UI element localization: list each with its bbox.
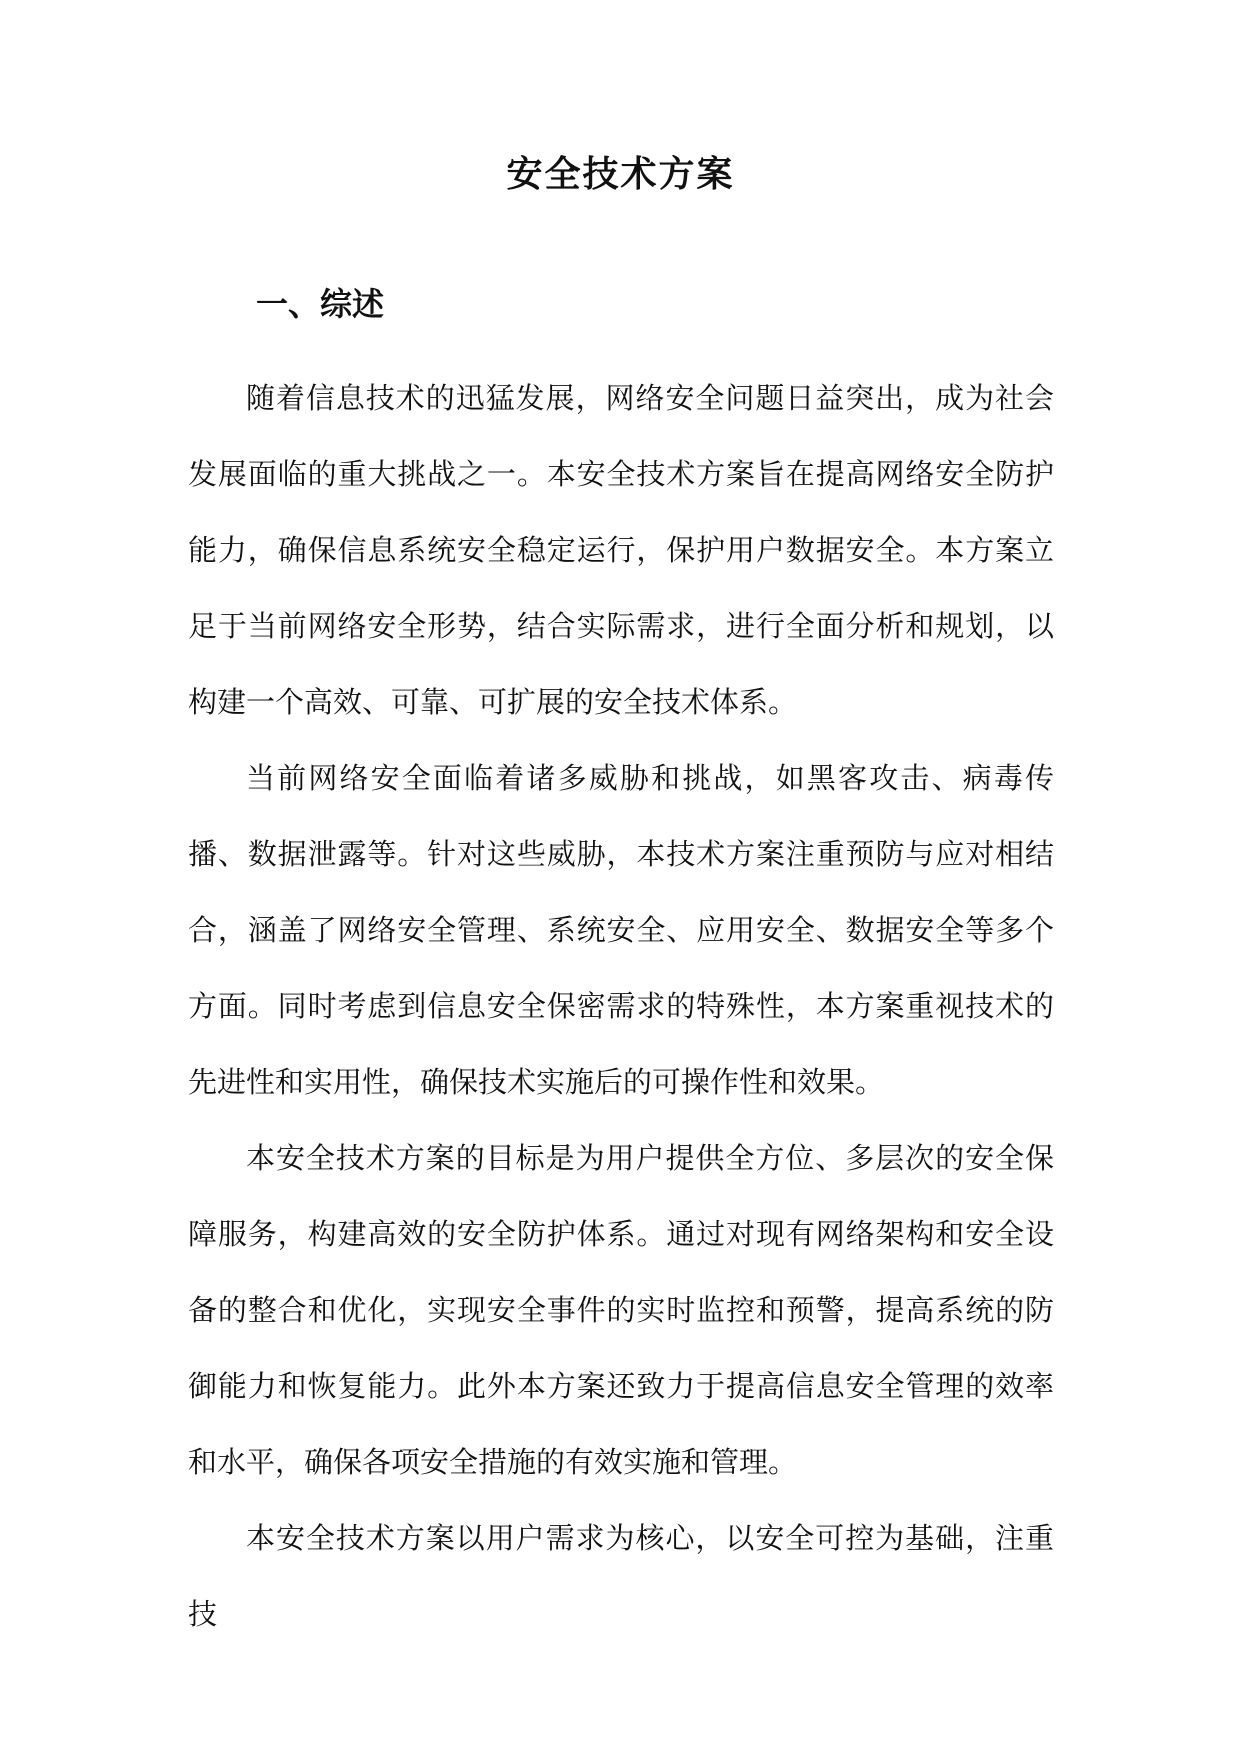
section-heading-overview: 一、综述 — [256, 285, 385, 323]
body-text — [188, 360, 1054, 1652]
document-title: 安全技术方案 — [506, 153, 735, 195]
paragraph-2: 当前网络安全面临着诸多威胁和挑战，如黑客攻击、病毒传播、数据泄露等。针对这些威胁，本技术方案注重预防与应对相结合，涵盖了网络安全管理、系统安全、应用安全、数据安全等多个方面。同时考虑到信息安全保密需求的特殊性，本方案重视技术的先进性和实用性，确保技术实施后的可操作性和效果。 — [188, 761, 1054, 1099]
paragraph-4: 本安全技术方案以用户需求为核心，以安全可控为基础，注重技 — [188, 1521, 1054, 1631]
paragraph-1: 随着信息技术的迅猛发展，网络安全问题日益突出，成为社会发展面临的重大挑战之一。本安全技术方案旨在提高网络安全防护能力，确保信息系统安全稳定运行，保护用户数据安全。本方案立足于当前网络安全形势，结合实际需求，进行全面分析和规划，以构建一个高效、可靠、可扩展的安全技术体系。 — [188, 381, 1054, 719]
paragraph-3: 本安全技术方案的目标是为用户提供全方位、多层次的安全保障服务，构建高效的安全防护体系。通过对现有网络架构和安全设备的整合和优化，实现安全事件的实时监控和预警，提高系统的防御能力和恢复能力。此外本方案还致力于提高信息安全管理的效率和水平，确保各项安全措施的有效实施和管理。 — [188, 1141, 1054, 1479]
